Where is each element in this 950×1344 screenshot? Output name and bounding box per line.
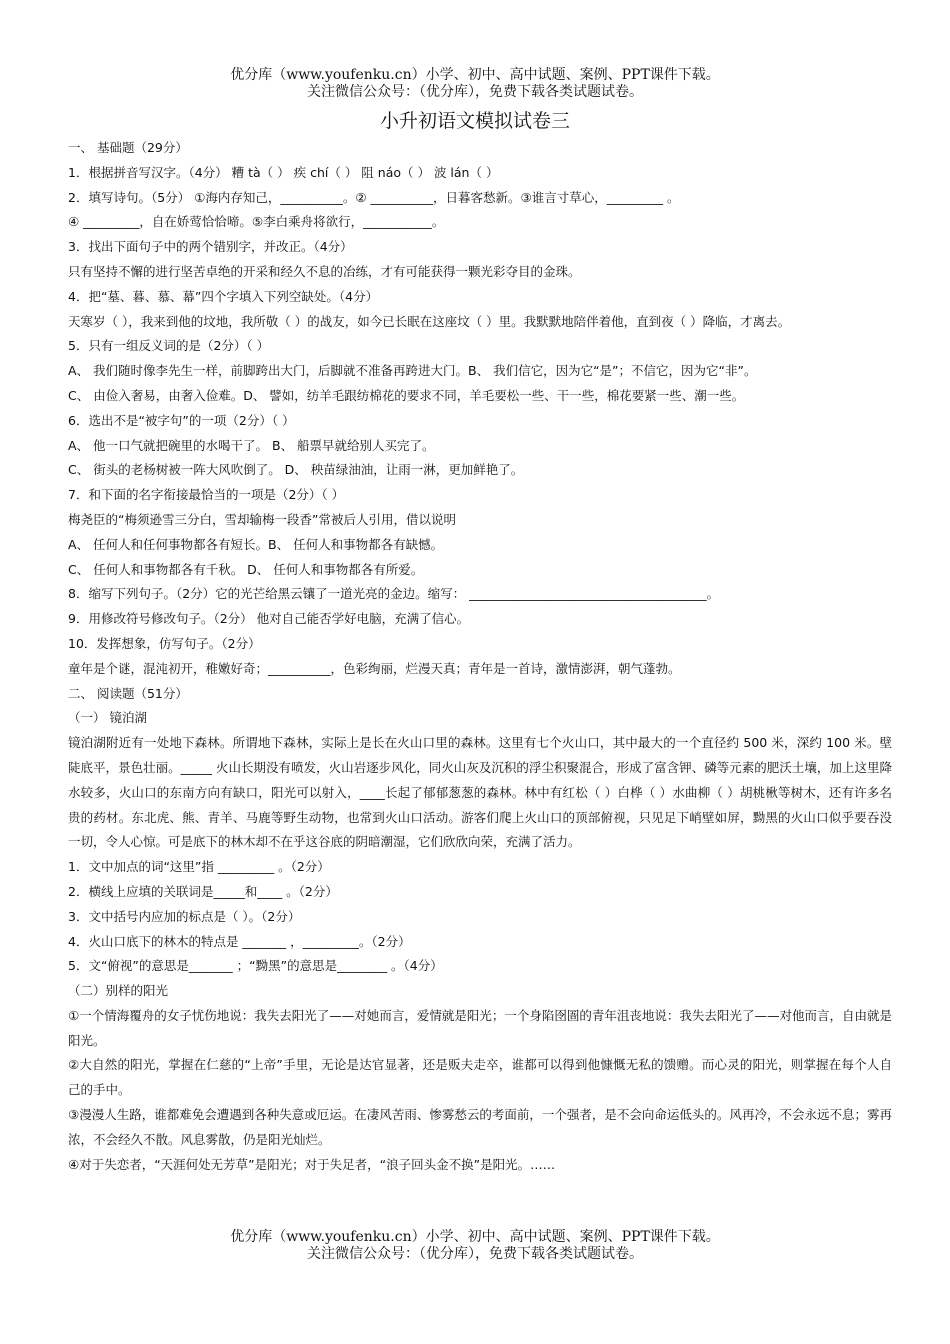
exam-body bbox=[68, 136, 892, 1177]
question-line: C、 任何人和事物都各有千秋。 D、 任何人和事物都各有所爱。 bbox=[68, 561, 424, 577]
question-line: 4．把“墓、暮、慕、幕”四个字填入下列空缺处。（4分） bbox=[68, 288, 379, 304]
question-line: A、 他一口气就把碗里的水喝干了。 B、 船票早就给别人买完了。 bbox=[68, 437, 435, 453]
question-line: 天寒岁（ ），我来到他的坟地，我所敬（ ）的战友，如今已长眠在这座坟（ ）里。我默默地陪伴着他，直到夜（ ）降临，才离去。 bbox=[68, 313, 791, 329]
question-line: A、 我们随时像李先生一样，前脚跨出大门，后脚就不准备再跨进大门。B、 我们信它，因为它“是”；不信它，因为它“非”。 bbox=[68, 363, 757, 379]
question-line: 10．发挥想象，仿写句子。（2分） bbox=[68, 635, 261, 651]
question-line: 2．横线上应填的关联词是_____和____ 。（2分） bbox=[68, 883, 338, 899]
header bbox=[0, 67, 950, 101]
question-line: 2．填写诗句。（5分） ①海内存知己，__________。② __________，日暮客愁新。③谁言寸草心，_________ 。 bbox=[68, 189, 680, 205]
question-line: 只有坚持不懈的进行坚苦卓绝的开采和经久不息的冶练，才有可能获得一颗光彩夺目的金珠。 bbox=[68, 263, 581, 279]
question-line: 1．根据拼音写汉字。（4分） 糟 tà（ ） 疾 chí（ ） 阻 náo（ ） 波 lán（ ） bbox=[68, 164, 499, 180]
footer bbox=[0, 1229, 950, 1263]
passage-paragraph: ①一个情海覆舟的女子忧伤地说：我失去阳光了——对她而言，爱情就是阳光；一个身陷囹圄的青年沮丧地说：我失去阳光了——对他而言，自由就是阳光。 bbox=[68, 1007, 892, 1048]
question-line: C、 街头的老杨树被一阵大风吹倒了。 D、 秧苗绿油油，让雨一淋，更加鲜艳了。 bbox=[68, 462, 524, 478]
question-line: ④ _________，自在娇莺恰恰啼。⑤李白乘舟将欲行，___________。 bbox=[68, 214, 445, 230]
passage-title: （一） 镜泊湖 bbox=[68, 710, 147, 726]
passage-paragraph: ④对于失恋者，“天涯何处无芳草”是阳光；对于失足者，“浪子回头金不换”是阳光。…… bbox=[68, 1156, 556, 1172]
question-line: 5．只有一组反义词的是（2分）（ ） bbox=[68, 338, 270, 354]
question-line: 8．缩写下列句子。（2分）它的光芒给黑云镶了一道光亮的金边。缩写： ______________________________________。 bbox=[68, 586, 720, 602]
header-line-2: 关注微信公众号：（优分库），免费下载各类试题试卷。 bbox=[307, 84, 643, 100]
passage-paragraph: 镜泊湖附近有一处地下森林。所谓地下森林，实际上是长在火山口里的森林。这里有七个火山口，其中最大的一个直径约 500 米，深约 100 米。壁陡底平，景色壮丽。_____ 火山长期没有喷发，火山岩逐步风化，同火山灰及沉积的浮尘积聚混合，形成了富含钾、磷等元素的肥沃土壤，加上这里降水较多，火山口的东南方向有缺口，阳光可以射入，____长起了郁郁葱葱的森林。林中有红松（ ）白桦（ ）水曲柳（ ）胡桃楸等树木，还有许多名贵的药材。东北虎、熊、青羊、马鹿等野生动物，也常到火山口活动。游客们爬上火山口的顶部俯视，只见足下峭壁如屏，黝黑的火山口似乎要吞没一切，令人心惊。可是底下的林木却不在乎这谷底的阴暗潮湿，它们欣欣向荣，充满了活力。 bbox=[68, 735, 892, 850]
passage-paragraph: ②大自然的阳光，掌握在仁慈的“上帝”手里，无论是达官显著，还是贩夫走卒，谁都可以得到他慷慨无私的馈赠。而心灵的阳光，则掌握在每个人自己的手中。 bbox=[68, 1057, 892, 1098]
header-line-1: 优分库（www.youfenku.cn）小学、初中、高中试题、案例、PPT课件下载。 bbox=[230, 67, 720, 83]
question-line: 3．文中括号内应加的标点是（ ）。（2分） bbox=[68, 908, 301, 924]
section-heading: 一、 基础题（29分） bbox=[68, 140, 188, 155]
question-line: 5．文“俯视”的意思是_______ ；“黝黑”的意思是________ 。（4分） bbox=[68, 958, 443, 974]
passage-title: （二）别样的阳光 bbox=[68, 983, 169, 999]
question-line: 3．找出下面句子中的两个错别字，并改正。（4分） bbox=[68, 239, 353, 255]
question-line: 1．文中加点的词“这里”指 _________ 。（2分） bbox=[68, 859, 330, 875]
passage-paragraph: ③漫漫人生路，谁都难免会遭遇到各种失意或厄运。在凄风苦雨、惨雾愁云的考面前，一个强者，是不会向命运低头的。风再冷，不会永远不息；雾再浓，不会经久不散。风息雾散，仍是阳光灿烂。 bbox=[68, 1107, 892, 1147]
page-title: 小升初语文模拟试卷三 bbox=[379, 110, 570, 132]
footer-line-2: 关注微信公众号：（优分库），免费下载各类试题试卷。 bbox=[307, 1246, 643, 1262]
footer-line-1: 优分库（www.youfenku.cn）小学、初中、高中试题、案例、PPT课件下载。 bbox=[230, 1229, 720, 1245]
question-line: 童年是个谜，混沌初开，稚嫩好奇；__________，色彩绚丽，烂漫天真；青年是一首诗，激情澎湃，朝气蓬勃。 bbox=[68, 660, 681, 676]
question-line: A、 任何人和任何事物都各有短长。B、 任何人和事物都各有缺憾。 bbox=[68, 536, 444, 552]
question-line: 9．用修改符号修改句子。（2分） 他对自己能否学好电脑，充满了信心。 bbox=[68, 611, 470, 627]
question-line: 梅尧臣的“梅须逊雪三分白，雪却输梅一段香”常被后人引用，借以说明 bbox=[68, 511, 456, 527]
question-line: C、 由俭入奢易，由奢入俭难。D、 譬如，纺羊毛跟纺棉花的要求不同，羊毛要松一些、干一些，棉花要紧一些、潮一些。 bbox=[68, 387, 745, 403]
section-heading: 二、 阅读题（51分） bbox=[68, 685, 188, 701]
question-line: 4．火山口底下的林木的特点是 _______ ，_________。（2分） bbox=[68, 933, 411, 949]
question-line: 6．选出不是“被字句”的一项（2分）（ ） bbox=[68, 412, 295, 428]
question-line: 7．和下面的名字衔接最恰当的一项是（2分）（ ） bbox=[68, 487, 345, 503]
